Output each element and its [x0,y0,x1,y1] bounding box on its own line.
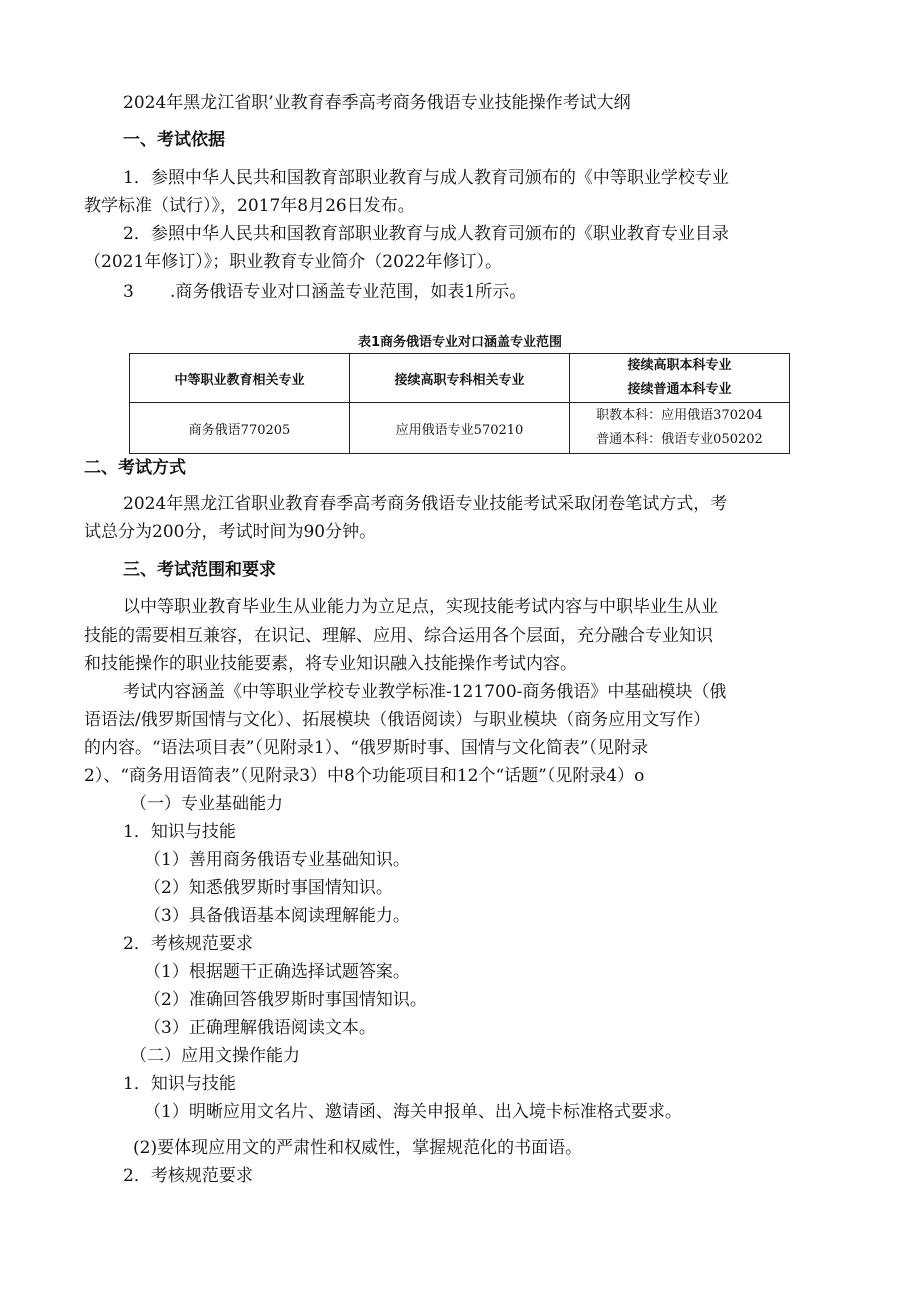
paragraph-line: （2021年修订）》；职业教育专业简介（2022年修订）。 [84,252,503,272]
table-header-line: 接续普通本科专业 [627,382,732,397]
list-item: (2)要体现应用文的严肃性和权威性，掌握规范化的书面语。 [133,1138,583,1158]
list-item: （1）善用商务俄语专业基础知识。 [144,850,410,870]
table-header-cell: 接续高职专科相关专业 [350,354,570,403]
table-header-cell [570,354,790,403]
table-cell [570,403,790,454]
paragraph-line: 语语法/俄罗斯国情与文化）、拓展模块（俄语阅读）与职业模块（商务应用文写作） [84,710,711,730]
paragraph-line: 的内容。“语法项目表”（见附录1）、“俄罗斯时事、国情与文化简表”（见附录 [84,738,649,758]
list-heading: 1．知识与技能 [123,1074,236,1094]
list-number: 3 [123,282,134,302]
table-cell: 应用俄语专业570210 [350,403,570,454]
table-cell: 商务俄语770205 [130,403,350,454]
subsection-heading: （二）应用文操作能力 [130,1046,300,1066]
list-heading: 2．考核规范要求 [123,934,253,954]
list-item: （3）正确理解俄语阅读文本。 [144,1018,376,1038]
list-item: （1）根据题干正确选择试题答案。 [144,962,410,982]
table-cell-line: 职教本科：应用俄语370204 [596,408,763,423]
paragraph-line: 2024年黑龙江省职业教育春季高考商务俄语专业技能考试采取闭卷笔试方式，考 [123,494,728,514]
section-heading-basis: 一、考试依据 [123,130,225,150]
paragraph-line: 试总分为200分，考试时间为90分钟。 [84,522,377,542]
paragraph-line: 1．参照中华人民共和国教育部职业教育与成人教育司颁布的《中等职业学校专业 [123,168,729,188]
section-heading-scope: 三、考试范围和要求 [123,560,276,580]
table-cell-line: 普通本科：俄语专业050202 [596,432,763,447]
list-item: （1）明晰应用文名片、邀请函、海关申报单、出入境卡标准格式要求。 [144,1102,682,1122]
table-header-cell: 中等职业教育相关专业 [130,354,350,403]
table-header-line: 接续高职本科专业 [627,358,732,373]
document-title: 2024年黑龙江省职’业教育春季高考商务俄语专业技能操作考试大纲 [123,93,631,113]
list-item: （2）准确回答俄罗斯时事国情知识。 [144,990,427,1010]
paragraph-line: .商务俄语专业对口涵盖专业范围，如表1所示。 [170,282,527,302]
paragraph-line: 教学标准（试行）》，2017年8月26日发布。 [84,196,415,216]
subsection-heading: （一）专业基础能力 [130,794,283,814]
paragraph-line: 考试内容涵盖《中等职业学校专业教学标准-121700-商务俄语》中基础模块（俄 [123,682,727,702]
paragraph-line: 和技能操作的职业技能要素，将专业知识融入技能操作考试内容。 [84,654,577,674]
paragraph-line: 2）、“商务用语简表”（见附录3）中8个功能项目和12个“话题”（见附录4）o [84,766,645,786]
list-item: （3）具备俄语基本阅读理解能力。 [144,906,410,926]
section-heading-method: 二、考试方式 [84,458,186,478]
list-item: （2）知悉俄罗斯时事国情知识。 [144,878,393,898]
paragraph-line: 技能的需要相互兼容，在识记、理解、应用、综合运用各个层面，充分融合专业知识 [84,626,713,646]
table-caption: 表1商务俄语专业对口涵盖专业范围 [357,335,563,350]
table-row [130,403,790,454]
list-heading: 1．知识与技能 [123,822,236,842]
paragraph-line: 2．参照中华人民共和国教育部职业教育与成人教育司颁布的《职业教育专业目录 [123,224,729,244]
paragraph-line: 以中等职业教育毕业生从业能力为立足点，实现技能考试内容与中职毕业生从业 [123,597,718,617]
major-scope-table [129,353,790,454]
table-header-row [130,354,790,403]
list-heading: 2．考核规范要求 [123,1166,253,1186]
